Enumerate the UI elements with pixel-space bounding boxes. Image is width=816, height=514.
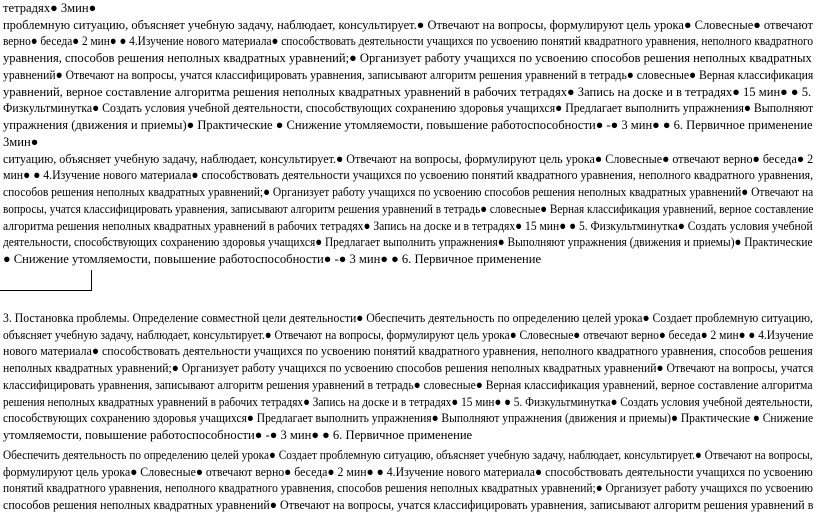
text-line: проблемную ситуацию, объясняет учебную задачу, наблюдает, консультирует.● Отвечают на вопросы, формулируют цель урока● Словесные● отвечают: [3, 17, 813, 32]
paragraph-3: [3, 310, 813, 444]
text-line: способов решения неполных квадратных уравнений;● Организует работу учащихся по усвоению способов решения неполных квадратных уравнений● Отвечают на: [3, 185, 814, 200]
text-line: тетрадях● 3мин●: [3, 1, 97, 15]
table-cell-border: [0, 270, 92, 291]
text-line: нового материала● способствовать деятельности учащихся по усвоению понятий квадратного уравнения, неполного квадратного уравнения, способов решения: [3, 344, 813, 359]
paragraph-4: [3, 447, 813, 514]
text-line: Физкультминутка● Создать условия учебной деятельности, способствующих сохранению здоровья учащихся● Предлагает выполнить упражнения● Выполняют: [3, 101, 814, 116]
text-line: мин● ● 4.Изучение нового материала● способствовать деятельности учащихся по усвоению понятий квадратного уравнения, неполного квадратного уравнения,: [3, 168, 814, 183]
text-line: решения неполных квадратных уравнений в рабочих тетрадях● Запись на доске и в тетрадях● 15 мин● ● 5. Физкультминутка● Создать условия учебной деятельности,: [3, 394, 813, 409]
text-line: уравнения, способов решения неполных квадратных уравнений;● Организует работу учащихся по усвоению способов решения неполных квадратных: [3, 51, 812, 66]
text-line: классифицировать уравнения, записывают алгоритм решения уравнений в тетрадь● словесные● Верная классификация уравнений, верное составление алгоритма: [3, 377, 813, 392]
text-line: способствующих сохранению здоровья учащихся● Предлагает выполнить упражнения● Выполняют упражнения (движения и приемы)● Практические ● Снижение: [3, 411, 814, 426]
text-line: верно● беседа● 2 мин● ● 4.Изучение нового материала● способствовать деятельности учащихся по усвоению понятий квадратного уравнения, неполного квадратного: [3, 34, 814, 49]
text-line: уравнений● Отвечают на вопросы, учатся классифицировать уравнения, записывают алгоритм решения уравнений в тетрадь● словесные● Верная классификация: [3, 67, 814, 82]
text-line: 3мин●: [3, 135, 39, 149]
text-line: Обеспечить деятельность по определению целей урока● Создает проблемную ситуацию, объясняет учебную задачу, наблюдает, консультирует.● Отвечают на вопросы,: [3, 448, 813, 462]
text-line: формулируют цель урока● Словесные● отвечают верно● беседа● 2 мин● ● 4.Изучение нового материала● способствовать деятельности учащихся по усвоению: [3, 464, 813, 479]
text-line: уравнений, верное составление алгоритма решения неполных квадратных уравнений в рабочих тетрадях● Запись на доске и в тетрадях● 15 мин● ● 5.: [3, 84, 812, 99]
paragraph-2: [3, 134, 813, 268]
text-line: способов решения неполных квадратных уравнений● Отвечают на вопросы, учатся классифицировать уравнения, записывают алгоритм решения уравнений в: [3, 498, 814, 513]
text-line: вопросы, учатся классифицировать уравнения, записывают алгоритм решения уравнений в тетрадь● словесные● Верная классификация уравнений, верное составление: [3, 201, 814, 216]
text-line: деятельности, способствующих сохранению здоровья учащихся● Предлагает выполнить упражнения● Выполняют упражнения (движения и приемы)● Практические: [3, 235, 813, 250]
text-line: неполных квадратных уравнений;● Организует работу учащихся по усвоению способов решения неполных квадратных уравнений● Отвечают на вопросы, учатся: [3, 361, 814, 376]
text-line: алгоритма решения неполных квадратных уравнений в рабочих тетрадях● Запись на доске и в тетрадях● 15 мин● ● 5. Физкультминутка● Создать условия учебной: [3, 218, 813, 233]
text-line: 3. Постановка проблемы. Определение совместной цели деятельности● Обеспечить деятельность по определению целей урока● Создает проблемную ситуацию,: [3, 311, 813, 325]
text-line: ситуацию, объясняет учебную задачу, наблюдает, консультирует.● Отвечают на вопросы, формулируют цель урока● Словесные● отвечают верно● беседа● 2: [3, 151, 814, 166]
text-line: объясняет учебную задачу, наблюдает, консультирует.● Отвечают на вопросы, формулируют цель урока● Словесные● отвечают верно● беседа● 2 мин● ● 4.Изучение: [3, 327, 814, 342]
text-line: ● Снижение утомляемости, повышение работоспособности● -● 3 мин● ● 6. Первичное применение: [3, 251, 542, 266]
paragraph-1: [3, 0, 813, 134]
text-line: упражнения (движения и приемы)● Практические ● Снижение утомляемости, повышение работоспособности● -● 3 мин● ● 6. Первичное применение: [3, 117, 813, 132]
text-line: утомляемости, повышение работоспособности● -● 3 мин● ● 6. Первичное применение: [3, 427, 473, 442]
text-line: понятий квадратного уравнения, неполного квадратного уравнения, способов решения неполных квадратных уравнений;● Организует работу учащихся по усвоению: [3, 481, 813, 496]
